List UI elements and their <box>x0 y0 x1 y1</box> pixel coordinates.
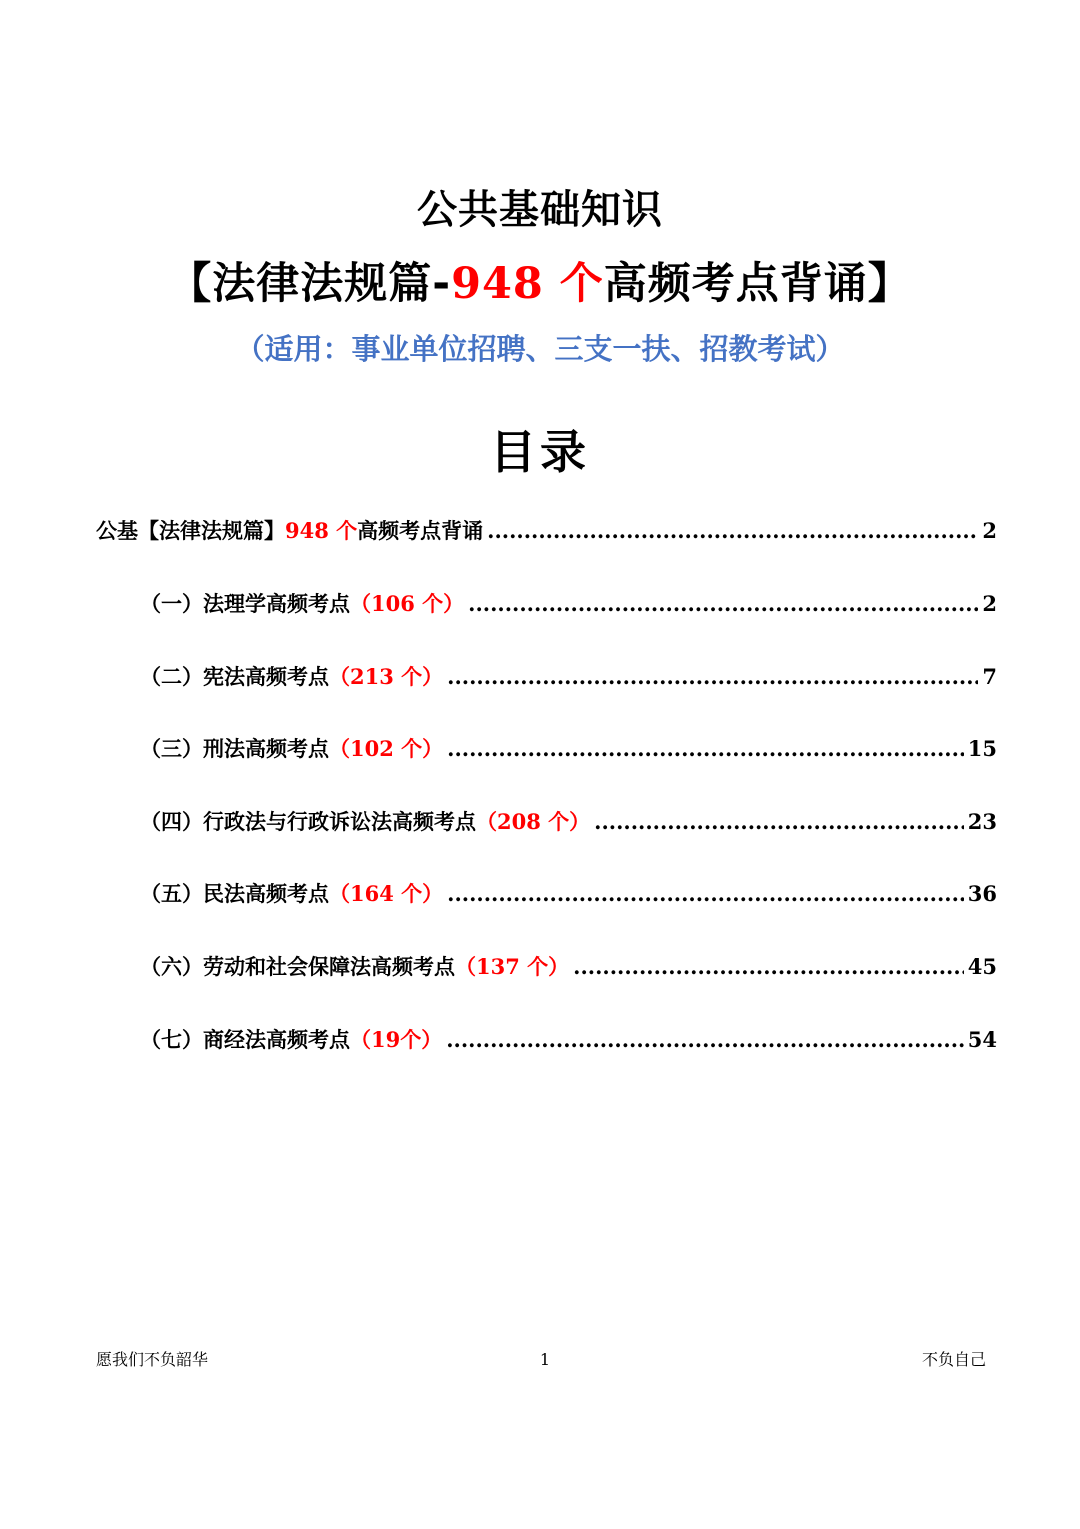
toc-dot-leader <box>447 877 964 911</box>
toc-dot-leader <box>446 1023 964 1057</box>
toc-entry-count: （106 个） <box>350 591 465 616</box>
toc-dot-leader <box>594 805 964 839</box>
toc-entry-label <box>140 877 443 911</box>
toc-dot-leader <box>447 732 964 766</box>
toc-dot-leader <box>468 587 978 621</box>
toc-entry-count: （102 个） <box>329 736 444 761</box>
toc-entry-title: （七）商经法高频考点 <box>140 1028 350 1052</box>
toc-entry-label <box>96 514 483 548</box>
toc-entry-label <box>140 587 464 621</box>
toc-entry-title: （三）刑法高频考点 <box>140 737 329 761</box>
toc-entry-title: （四）行政法与行政诉讼法高频考点 <box>140 810 476 834</box>
toc-entry-title: （二）宪法高频考点 <box>140 665 329 689</box>
toc-page-number: 36 <box>967 881 997 906</box>
toc-entry[interactable] <box>140 660 997 694</box>
toc-entry-title: （五）民法高频考点 <box>140 882 329 906</box>
toc-heading: 目录 <box>490 425 590 479</box>
subtitle-highlight: 948 个 <box>451 259 604 309</box>
toc-page-number: 15 <box>967 736 997 761</box>
toc-main-highlight: 948 个 <box>285 518 358 543</box>
toc-dot-leader <box>573 950 964 984</box>
toc-entry-count: （19个） <box>350 1027 443 1052</box>
document-title: 公共基础知识 <box>417 187 663 233</box>
toc-main-prefix: 公基【法律法规篇】 <box>96 519 285 543</box>
footer-page-number: 1 <box>539 1350 551 1369</box>
toc-entry-count: （164 个） <box>329 881 444 906</box>
toc-page-number: 23 <box>967 809 997 834</box>
toc-entry-title: （六）劳动和社会保障法高频考点 <box>140 955 455 979</box>
toc-page-number: 2 <box>982 518 997 543</box>
toc-entry-label <box>140 950 569 984</box>
applicability-note: （适用：事业单位招聘、三支一扶、招教考试） <box>235 332 845 366</box>
toc-entry-label <box>140 805 590 839</box>
toc-main-suffix: 高频考点背诵 <box>357 519 484 543</box>
subtitle-suffix: 高频考点背诵】 <box>603 259 912 309</box>
toc-entry[interactable] <box>140 805 997 839</box>
toc-entry-label <box>140 1023 442 1057</box>
footer-right-text: 不负自己 <box>922 1350 987 1369</box>
toc-main-entry[interactable] <box>96 514 997 548</box>
toc-page-number: 2 <box>982 591 997 616</box>
toc-entry-label <box>140 660 443 694</box>
toc-page-number: 54 <box>967 1027 997 1052</box>
toc-entry[interactable] <box>140 587 997 621</box>
document-subtitle <box>0 254 1080 314</box>
toc-entry-count: （137 个） <box>455 954 570 979</box>
toc-entry-count: （208 个） <box>476 809 591 834</box>
toc-dot-leader <box>487 514 978 548</box>
toc-entry-count: （213 个） <box>329 664 444 689</box>
toc-entry[interactable] <box>140 877 997 911</box>
toc-page-number: 45 <box>967 954 997 979</box>
toc-page-number: 7 <box>982 664 997 689</box>
toc-entry[interactable] <box>140 950 997 984</box>
toc-entry[interactable] <box>140 732 997 766</box>
subtitle-prefix: 【法律法规篇- <box>168 259 452 309</box>
footer-left-text: 愿我们不负韶华 <box>96 1350 209 1369</box>
toc-entry-label <box>140 732 443 766</box>
toc-entry[interactable] <box>140 1023 997 1057</box>
toc-dot-leader <box>447 660 978 694</box>
toc-entry-title: （一）法理学高频考点 <box>140 592 350 616</box>
